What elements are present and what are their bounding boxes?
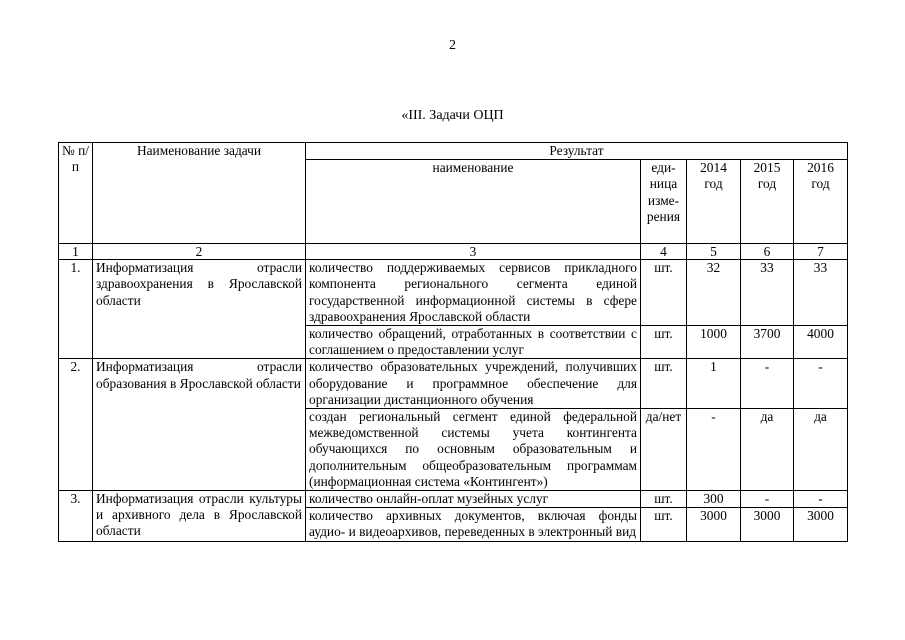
result-name: количество обращений, отработанных в соответствии с соглашением о предоставлении услуг [306, 326, 641, 359]
value-2014: 32 [687, 260, 741, 326]
value-2016: 4000 [794, 326, 848, 359]
value-2015: 3000 [741, 508, 794, 541]
value-2014: - [687, 409, 741, 491]
result-name: количество поддерживаемых сервисов прикладного компонента регионального сегмента единой государственной информационной системы в сфере здравоохранения Ярославской области [306, 260, 641, 326]
header-no: № п/п [59, 143, 93, 244]
header-year-2015: 2015 год [741, 160, 794, 244]
result-unit: шт. [641, 326, 687, 359]
table-row [59, 359, 848, 409]
value-2015: 3700 [741, 326, 794, 359]
value-2014: 3000 [687, 508, 741, 541]
column-number: 6 [741, 244, 794, 260]
header-row [59, 143, 848, 160]
column-number-row [59, 244, 848, 260]
header-year-2016: 2016 год [794, 160, 848, 244]
row-number: 3. [59, 491, 93, 542]
value-2015: да [741, 409, 794, 491]
header-unit: еди-ница изме-рения [641, 160, 687, 244]
task-name: Информатизация отрасли культуры и архивного дела в Ярославской области [93, 491, 306, 542]
tasks-table [58, 142, 848, 542]
table-row [59, 260, 848, 326]
result-unit: да/нет [641, 409, 687, 491]
result-unit: шт. [641, 260, 687, 326]
value-2015: - [741, 491, 794, 508]
header-year-2014: 2014 год [687, 160, 741, 244]
row-number: 2. [59, 359, 93, 491]
value-2014: 1000 [687, 326, 741, 359]
value-2016: - [794, 491, 848, 508]
value-2015: - [741, 359, 794, 409]
task-name: Информатизация отрасли образования в Ярославской области [93, 359, 306, 491]
value-2016: да [794, 409, 848, 491]
result-name: количество онлайн-оплат музейных услуг [306, 491, 641, 508]
result-name: количество архивных документов, включая фонды аудио- и видеоархивов, переведенных в электронный вид [306, 508, 641, 541]
section-title: «III. Задачи ОЦП [401, 108, 504, 123]
header-result: Результат [306, 143, 848, 160]
column-number: 2 [93, 244, 306, 260]
row-number: 1. [59, 260, 93, 359]
value-2016: 33 [794, 260, 848, 326]
result-name: создан региональный сегмент единой федеральной межведомственной системы учета контингента обучающихся по основным образовательным и дополнительным общеобразовательным программам (информационная система «Контингент») [306, 409, 641, 491]
page-number: 2 [449, 38, 456, 53]
value-2016: - [794, 359, 848, 409]
column-number: 4 [641, 244, 687, 260]
value-2014: 300 [687, 491, 741, 508]
column-number: 3 [306, 244, 641, 260]
column-number: 5 [687, 244, 741, 260]
result-unit: шт. [641, 359, 687, 409]
value-2016: 3000 [794, 508, 848, 541]
result-unit: шт. [641, 508, 687, 541]
result-unit: шт. [641, 491, 687, 508]
column-number: 1 [59, 244, 93, 260]
result-name: количество образовательных учреждений, получивших оборудование и программное обеспечение для организации дистанционного обучения [306, 359, 641, 409]
value-2015: 33 [741, 260, 794, 326]
task-name: Информатизация отрасли здравоохранения в Ярославской области [93, 260, 306, 359]
value-2014: 1 [687, 359, 741, 409]
header-task-name: Наименование задачи [93, 143, 306, 244]
column-number: 7 [794, 244, 848, 260]
header-result-name: наименование [306, 160, 641, 244]
table-row [59, 491, 848, 508]
